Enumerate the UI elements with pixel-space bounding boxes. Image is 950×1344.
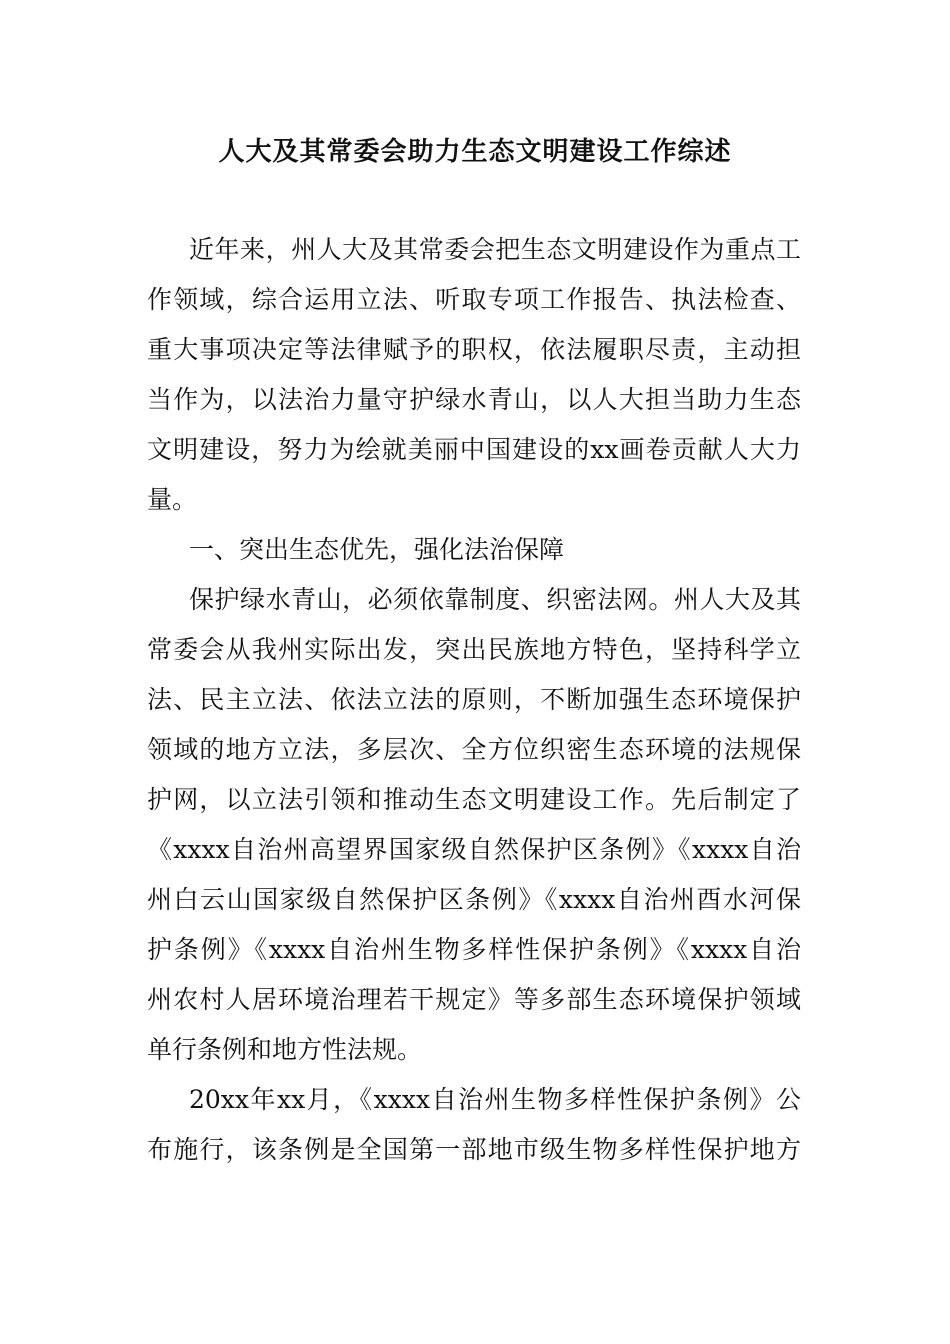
text-line: 州农村人居环境治理若干规定》等多部生态环境保护领域 [147, 985, 801, 1014]
text-line: 近年来，州人大及其常委会把生态文明建设作为重点工 [189, 235, 801, 264]
text-line: 重大事项决定等法律赋予的职权，依法履职尽责，主动担 [147, 335, 801, 364]
text-line: 单行条例和地方性法规。 [147, 1035, 423, 1064]
text-line: 法、民主立法、依法立法的原则，不断加强生态环境保护 [147, 685, 801, 714]
text-line: 护条例》《xxxx自治州生物多样性保护条例》《xxxx自治 [147, 935, 801, 964]
document-title: 人大及其常委会助力生态文明建设工作综述 [218, 137, 732, 167]
text-line: 20xx年xx月，《xxxx自治州生物多样性保护条例》公 [189, 1085, 801, 1114]
text-line: 州白云山国家级自然保护区条例》《xxxx自治州酉水河保 [147, 885, 801, 914]
text-line: 文明建设，努力为绘就美丽中国建设的xx画卷贡献人大力 [147, 435, 801, 464]
text-line: 作领域，综合运用立法、听取专项工作报告、执法检查、 [147, 285, 801, 314]
text-line: 量。 [147, 485, 198, 514]
text-line: 一、突出生态优先，强化法治保障 [189, 535, 565, 564]
text-line: 常委会从我州实际出发，突出民族地方特色，坚持科学立 [147, 635, 801, 664]
text-line: 保护绿水青山，必须依靠制度、织密法网。州人大及其 [189, 585, 801, 614]
text-line: 领域的地方立法，多层次、全方位织密生态环境的法规保 [147, 735, 801, 764]
text-line: 布施行，该条例是全国第一部地市级生物多样性保护地方 [147, 1135, 801, 1164]
text-line: 《xxxx自治州高望界国家级自然保护区条例》《xxxx自治 [147, 835, 801, 864]
text-line: 当作为，以法治力量守护绿水青山，以人大担当助力生态 [147, 385, 801, 414]
document-body [147, 225, 801, 1175]
text-line: 护网，以立法引领和推动生态文明建设工作。先后制定了 [147, 785, 801, 814]
